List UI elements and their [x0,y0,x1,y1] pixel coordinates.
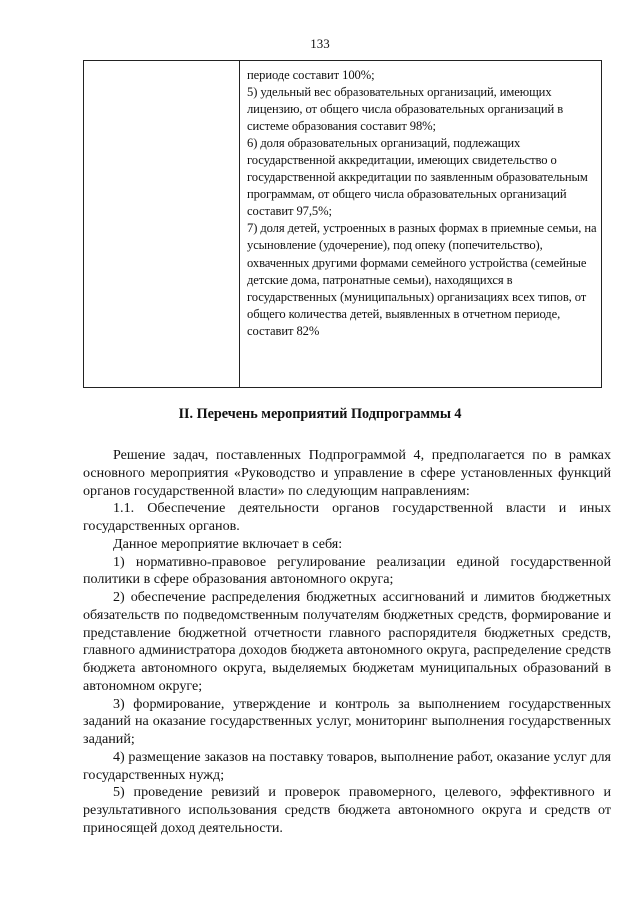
paragraph-intro: Решение задач, поставленных Подпрограммой 4, предполагается по в рамках основного мероприятия «Руководство и управление в сфере установленных функций органов государственной власти» по следующим направлениям: [83,447,611,499]
list-item-4: 4) размещение заказов на поставку товаров, выполнение работ, оказание услуг для государственных нужд; [83,748,611,783]
page-number: 133 [310,36,330,51]
table-column-divider [239,61,240,387]
table-cell-item-5: 5) удельный вес образовательных организаций, имеющих лицензию, от общего числа образовательных организаций в системе образования составит 98%; [247,85,564,134]
table-right-cell [247,67,597,340]
list-item-2: 2) обеспечение распределения бюджетных ассигнований и лимитов бюджетных обязательств по подведомственным получателям бюджетных средств, формирование и представление бюджетной отчетности главного распорядителя бюджетных средств, главного администратора доходов бюджета автономного округа, распределение средств бюджета автономного округа, выделяемых бюджетам муниципальных образований в автономном округе; [83,589,611,694]
list-item-1: 1) нормативно-правовое регулирование реализации единой государственной политики в сфере образования автономного округа; [83,553,611,588]
body-text [83,447,611,838]
table-cell-line: периоде составит 100%; [247,68,375,82]
paragraph-1-1: 1.1. Обеспечение деятельности органов государственной власти и иных государственных органов. [83,500,611,534]
paragraph-includes: Данное мероприятие включает в себя: [113,535,343,552]
list-item-5: 5) проведение ревизий и проверок правомерного, целевого, эффективного и результативного использования средств бюджета автономного округа и средств от приносящей доход деятельности. [83,784,611,836]
targets-table [83,60,602,388]
table-cell-item-7: 7) доля детей, устроенных в разных формах в приемные семьи, на усыновление (удочерение), под опеку (попечительство), охваченных другими формами семейного устройства (семейные детские дома, патронатные семьи), находящихся в государственных (муниципальных) организациях всех типов, от общего количества детей, выявленных в отчетном периоде, составит 82% [247,221,597,338]
table-cell-item-6: 6) доля образовательных организаций, подлежащих государственной аккредитации, имеющих свидетельство о государственной аккредитации по заявленным образовательным программам, от общего числа образовательных организаций составит 97,5%; [247,136,588,219]
list-item-3: 3) формирование, утверждение и контроль за выполнением государственных заданий на оказание государственных услуг, мониторинг выполнения государственных заданий; [83,695,611,747]
section-title: II. Перечень мероприятий Подпрограммы 4 [178,406,462,422]
